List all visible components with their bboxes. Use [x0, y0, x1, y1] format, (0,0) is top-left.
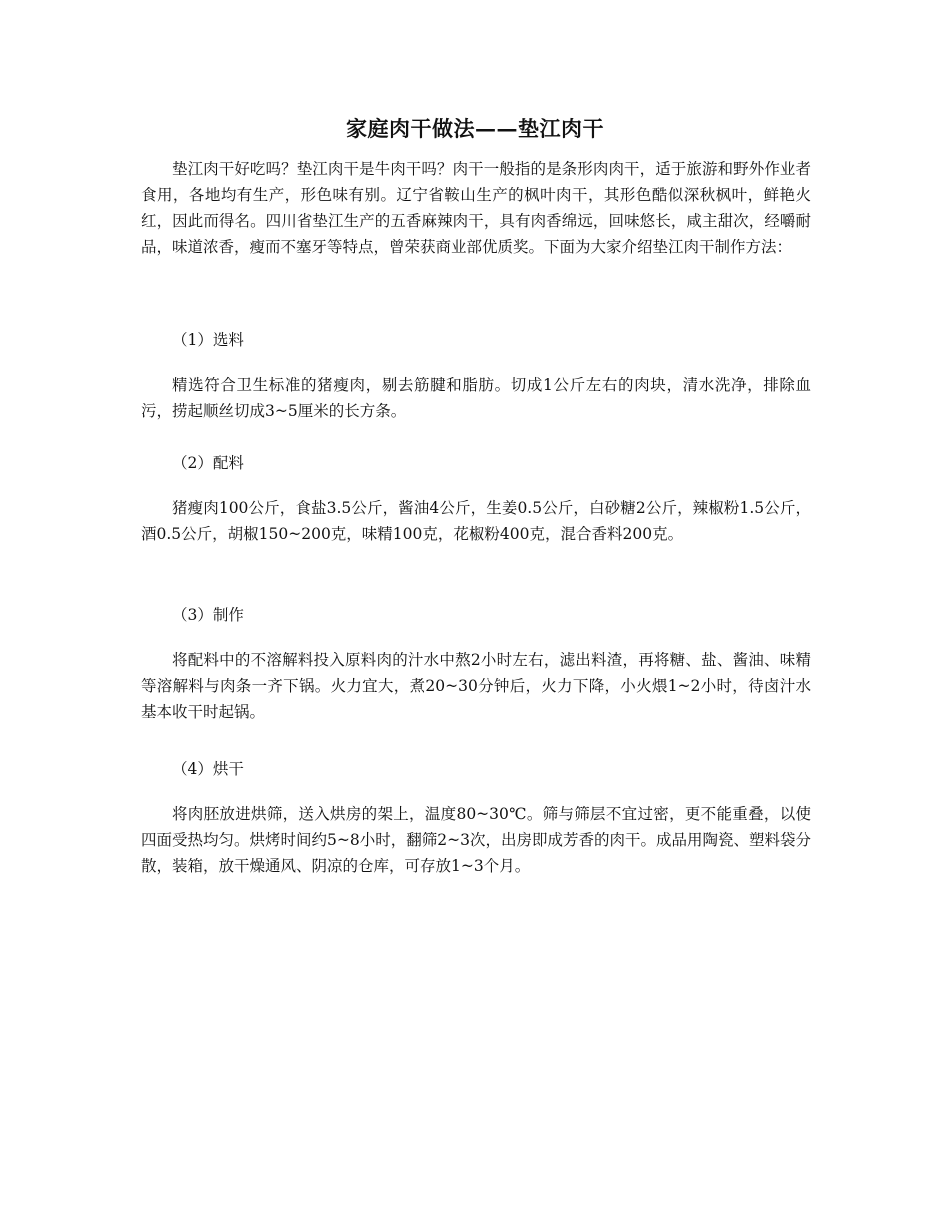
section-heading-drying: （4）烘干 [172, 760, 244, 778]
section-heading-preparation: （3）制作 [172, 606, 244, 624]
intro-paragraph: 垫江肉干好吃吗？垫江肉干是牛肉干吗？肉干一般指的是条形肉肉干，适于旅游和野外作业者食用，各地均有生产，形色味有别。辽宁省鞍山生产的枫叶肉干，其形色酷似深秋枫叶，鲜艳火红，因此而得名。四川省垫江生产的五香麻辣肉干，具有肉香绵远，回味悠长，咸主甜次，经嚼耐品，味道浓香，瘦而不塞牙等特点，曾荣获商业部优质奖。下面为大家介绍垫江肉干制作方法： [141, 160, 811, 256]
section-body-ingredients: 猪瘦肉100公斤，食盐3.5公斤，酱油4公斤，生姜0.5公斤，白砂糖2公斤，辣椒粉1.5公斤，酒0.5公斤，胡椒150~200克，味精100克，花椒粉400克，混合香料200克。 [141, 499, 811, 543]
document-title: 家庭肉干做法——垫江肉干 [346, 116, 604, 141]
section-heading-ingredients: （2）配料 [172, 454, 244, 472]
section-body-preparation: 将配料中的不溶解料投入原料肉的汁水中熬2小时左右，滤出料渣，再将糖、盐、酱油、味精等溶解料与肉条一齐下锅。火力宜大，煮20~30分钟后，火力下降，小火煨1~2小时，待卤汁水基本收干时起锅。 [141, 651, 811, 721]
section-body-drying: 将肉胚放进烘筛，送入烘房的架上，温度80~30℃。筛与筛层不宜过密，更不能重叠，以使四面受热均匀。烘烤时间约5~8小时，翻筛2~3次，出房即成芳香的肉干。成品用陶瓷、塑料袋分散，装箱，放干燥通风、阴凉的仓库，可存放1~3个月。 [141, 805, 811, 875]
section-heading-selection: （1）选料 [172, 331, 244, 349]
section-body-selection: 精选符合卫生标准的猪瘦肉，剔去筋腱和脂肪。切成1公斤左右的肉块，清水洗净，排除血污，捞起顺丝切成3~5厘米的长方条。 [141, 376, 811, 420]
